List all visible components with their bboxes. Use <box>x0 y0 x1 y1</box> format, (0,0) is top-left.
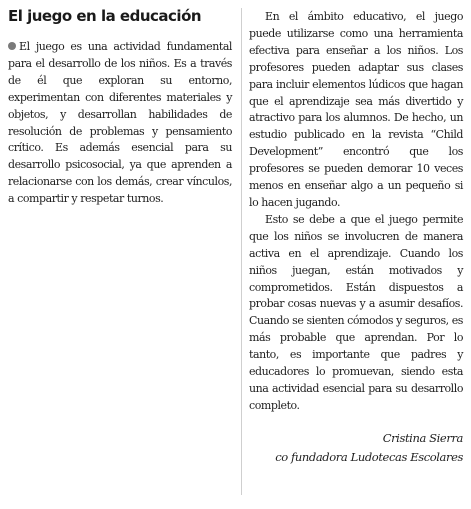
right-column <box>249 9 463 467</box>
bullet-icon <box>8 42 16 50</box>
article-signature <box>249 429 463 467</box>
article-paragraph-2: En el ámbito educativo, el juego puede utilizarse como una herramienta efectiva para enseñar a los niños. Los profesores pueden adaptar sus clases para incluir elementos lúdicos que hagan que el aprendizaje sea más divertido y atractivo para los alumnos. De hecho, un estudio publicado en la revista “Child Development” encontró que los profesores se pueden demorar 10 veces menos en enseñar algo a un pequeño si lo hacen jugando. <box>249 10 463 209</box>
signature-role: co fundadora Ludotecas Escolares <box>275 449 463 464</box>
article-paragraph-3: Esto se debe a que el juego permite que los niños se involucren de manera activa en el aprendizaje. Cuando los niños juegan, están motivados y comprometidos. Están dispuestos a probar cosas nuevas y a asumir desafíos. Cuando se sienten cómodos y seguros, es más probable que aprendan. Por lo tanto, es importante que padres y educadores lo promuevan, siendo esta una actividad esencial para su desarrollo completo. <box>249 212 463 412</box>
article-paragraph-1 <box>8 39 232 208</box>
left-column <box>8 7 232 208</box>
paragraph-1-text: El juego es una actividad fundamental para el desarrollo de los niños. Es a través de él que exploran su entorno, experimentan con diferentes materiales y objetos, y desarrollan habilidades de resolución de problemas y pensamiento crítico. Es además esencial para su desarrollo psicosocial, ya que aprenden a relacionarse con los demás, crear vínculos, a compartir y respetar turnos. <box>8 40 232 206</box>
signature-author: Cristina Sierra <box>382 430 463 445</box>
article-headline: El juego en la educación <box>8 7 202 25</box>
column-divider <box>241 8 242 495</box>
